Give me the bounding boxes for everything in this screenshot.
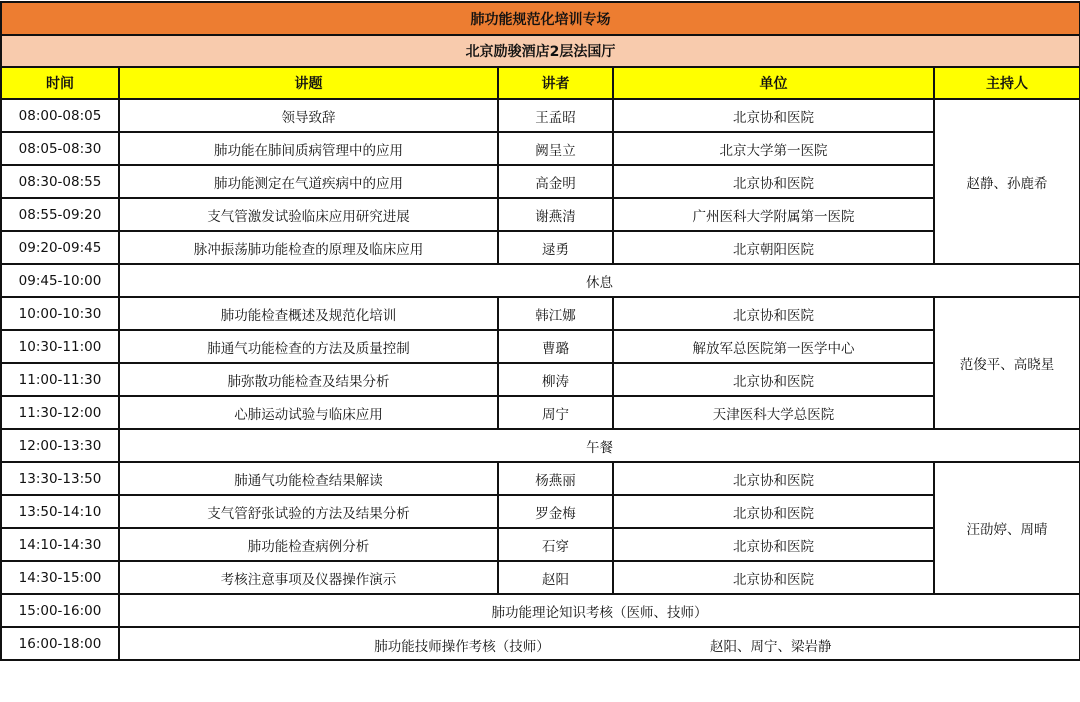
unit-cell: 北京朝阳医院 — [613, 231, 934, 264]
time-cell: 14:10-14:30 — [1, 528, 119, 561]
header-unit: 单位 — [613, 67, 934, 99]
time-cell: 13:50-14:10 — [1, 495, 119, 528]
host-cell: 汪劭婷、周晴 — [934, 462, 1080, 594]
speaker-cell: 赵阳 — [498, 561, 613, 594]
time-cell: 11:00-11:30 — [1, 363, 119, 396]
break-row — [1, 429, 1080, 462]
topic-cell: 考核注意事项及仪器操作演示 — [119, 561, 498, 594]
break-label: 肺功能理论知识考核（医师、技师） — [119, 594, 1080, 627]
time-cell: 09:45-10:00 — [1, 264, 119, 297]
topic-cell: 肺功能检查病例分析 — [119, 528, 498, 561]
topic-cell: 领导致辞 — [119, 99, 498, 132]
unit-cell: 北京协和医院 — [613, 495, 934, 528]
speaker-cell: 罗金梅 — [498, 495, 613, 528]
table-row — [1, 165, 1080, 198]
break-row — [1, 264, 1080, 297]
time-cell: 10:00-10:30 — [1, 297, 119, 330]
topic-cell: 脉冲振荡肺功能检查的原理及临床应用 — [119, 231, 498, 264]
time-cell: 08:30-08:55 — [1, 165, 119, 198]
table-row — [1, 231, 1080, 264]
break-label: 午餐 — [119, 429, 1080, 462]
table-row — [1, 363, 1080, 396]
unit-cell: 广州医科大学附属第一医院 — [613, 198, 934, 231]
topic-cell: 肺弥散功能检查及结果分析 — [119, 363, 498, 396]
header-speaker: 讲者 — [498, 67, 613, 99]
speaker-cell: 韩江娜 — [498, 297, 613, 330]
time-cell: 13:30-13:50 — [1, 462, 119, 495]
speaker-cell: 柳涛 — [498, 363, 613, 396]
speaker-cell: 逯勇 — [498, 231, 613, 264]
time-cell: 12:00-13:30 — [1, 429, 119, 462]
speaker-cell: 阙呈立 — [498, 132, 613, 165]
unit-cell: 北京协和医院 — [613, 462, 934, 495]
schedule-table — [0, 1, 1080, 661]
unit-cell: 天津医科大学总医院 — [613, 396, 934, 429]
time-cell: 11:30-12:00 — [1, 396, 119, 429]
header-topic: 讲题 — [119, 67, 498, 99]
speaker-cell: 石穿 — [498, 528, 613, 561]
unit-cell: 北京协和医院 — [613, 297, 934, 330]
unit-cell: 北京协和医院 — [613, 528, 934, 561]
break-label: 休息 — [119, 264, 1080, 297]
table-row — [1, 330, 1080, 363]
time-cell: 15:00-16:00 — [1, 594, 119, 627]
topic-cell: 支气管激发试验临床应用研究进展 — [119, 198, 498, 231]
speaker-cell: 谢燕清 — [498, 198, 613, 231]
table-row — [1, 198, 1080, 231]
venue: 北京励骏酒店2层法国厅 — [1, 35, 1080, 67]
time-cell: 10:30-11:00 — [1, 330, 119, 363]
speaker-cell: 高金明 — [498, 165, 613, 198]
table-row — [1, 462, 1080, 495]
topic-cell: 肺功能检查概述及规范化培训 — [119, 297, 498, 330]
schedule-title: 肺功能规范化培训专场 — [1, 2, 1080, 35]
time-cell: 08:05-08:30 — [1, 132, 119, 165]
unit-cell: 北京协和医院 — [613, 561, 934, 594]
table-row — [1, 396, 1080, 429]
time-cell: 08:00-08:05 — [1, 99, 119, 132]
header-time: 时间 — [1, 67, 119, 99]
unit-cell: 北京协和医院 — [613, 363, 934, 396]
table-row — [1, 297, 1080, 330]
exam-label: 肺功能技师操作考核（技师） — [374, 639, 550, 655]
unit-cell: 北京大学第一医院 — [613, 132, 934, 165]
header-host: 主持人 — [934, 67, 1080, 99]
topic-cell: 肺通气功能检查的方法及质量控制 — [119, 330, 498, 363]
time-cell: 08:55-09:20 — [1, 198, 119, 231]
table-row — [1, 132, 1080, 165]
topic-cell: 肺通气功能检查结果解读 — [119, 462, 498, 495]
venue-row — [1, 35, 1080, 67]
exam-cell — [119, 627, 1080, 660]
table-row — [1, 495, 1080, 528]
topic-cell: 心肺运动试验与临床应用 — [119, 396, 498, 429]
time-cell: 09:20-09:45 — [1, 231, 119, 264]
table-row — [1, 528, 1080, 561]
host-cell: 范俊平、高晓星 — [934, 297, 1080, 429]
unit-cell: 北京协和医院 — [613, 99, 934, 132]
break-row — [1, 627, 1080, 660]
time-cell: 16:00-18:00 — [1, 627, 119, 660]
topic-cell: 肺功能在肺间质病管理中的应用 — [119, 132, 498, 165]
table-row — [1, 561, 1080, 594]
speaker-cell: 周宁 — [498, 396, 613, 429]
table-row — [1, 99, 1080, 132]
break-row — [1, 594, 1080, 627]
speaker-cell: 杨燕丽 — [498, 462, 613, 495]
speaker-cell: 王孟昭 — [498, 99, 613, 132]
topic-cell: 支气管舒张试验的方法及结果分析 — [119, 495, 498, 528]
speaker-cell: 曹璐 — [498, 330, 613, 363]
host-cell: 赵静、孙鹿希 — [934, 99, 1080, 264]
title-row — [1, 2, 1080, 35]
topic-cell: 肺功能测定在气道疾病中的应用 — [119, 165, 498, 198]
exam-examiners: 赵阳、周宁、梁岩静 — [710, 639, 832, 655]
header-row — [1, 67, 1080, 99]
unit-cell: 解放军总医院第一医学中心 — [613, 330, 934, 363]
unit-cell: 北京协和医院 — [613, 165, 934, 198]
time-cell: 14:30-15:00 — [1, 561, 119, 594]
